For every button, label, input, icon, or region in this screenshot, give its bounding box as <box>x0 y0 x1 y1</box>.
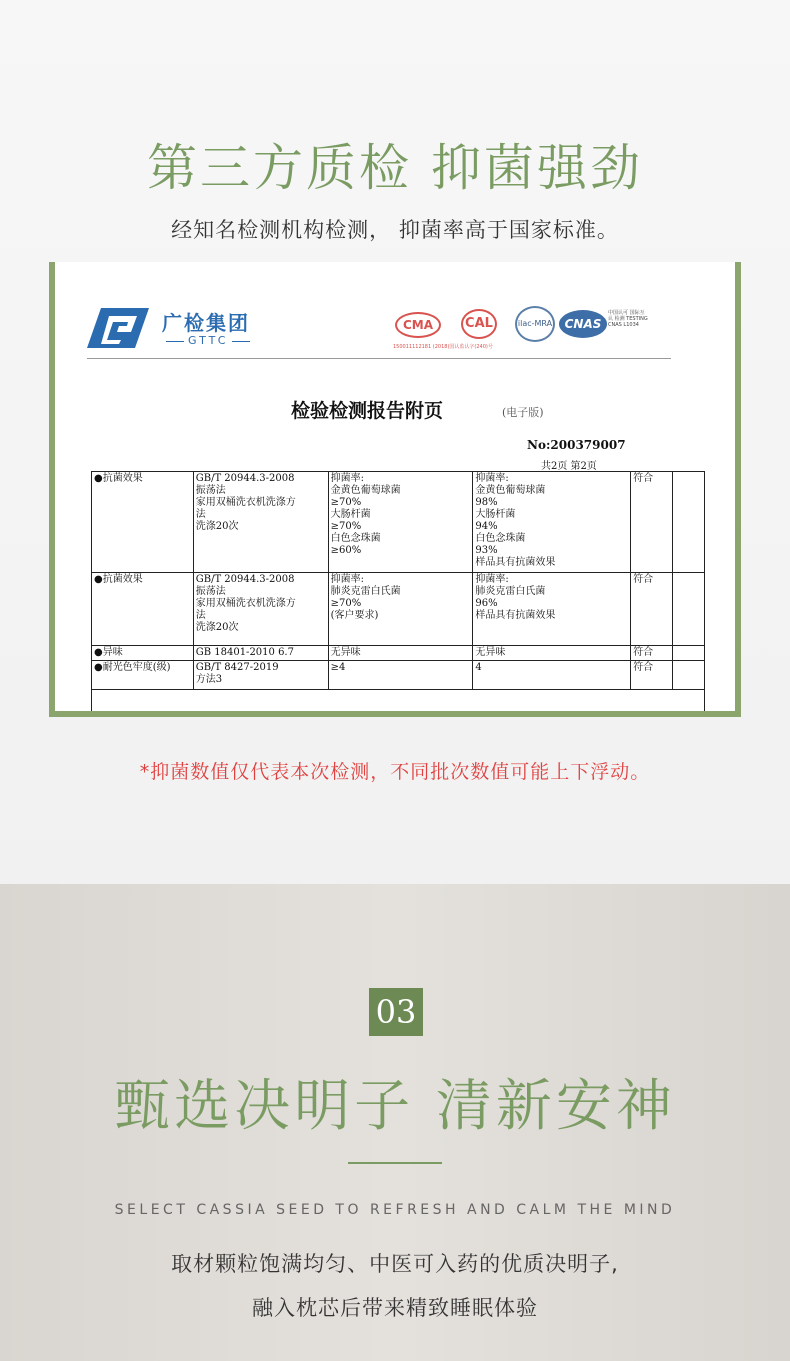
method-cell <box>193 661 328 690</box>
section-number-badge: 03 <box>369 988 423 1036</box>
remark-cell <box>673 472 705 573</box>
requirement-cell <box>328 472 473 573</box>
table-row <box>92 661 705 690</box>
item-cell: ●异味 <box>92 646 194 661</box>
org-abbr: GTTC <box>162 334 254 347</box>
disclaimer-note: *抑菌数值仅代表本次检测，不同批次数值可能上下浮动。 <box>139 761 651 783</box>
cell-line: ≥60% <box>330 545 362 556</box>
cell-line: GB/T 8427-2019 <box>195 662 279 673</box>
description-line-2: 融入枕芯后带来精致睡眠体验 <box>252 1296 538 1320</box>
verdict-cell: 符合 <box>631 661 673 690</box>
cell-line: GB 18401-2010 6.7 <box>195 647 294 658</box>
cell-line: 93% <box>475 545 498 556</box>
cell-line: ≥70% <box>330 598 362 609</box>
cell-line: GB/T 20944.3-2008 <box>195 574 295 585</box>
report-table <box>91 471 705 717</box>
cell-line: 抑菌率: <box>330 473 364 484</box>
org-name: 广检集团 <box>162 311 250 335</box>
cnas-seal: CNAS <box>559 310 607 338</box>
cell-line: 样品具有抗菌效果 <box>475 610 556 621</box>
cell-line: 法 <box>195 509 206 520</box>
result-cell <box>473 646 631 661</box>
english-subtitle: SELECT CASSIA SEED TO REFRESH AND CALM THE MIND <box>114 1202 676 1218</box>
report-document <box>55 262 735 711</box>
result-cell <box>473 573 631 646</box>
report-number: No:200379007 <box>527 438 626 452</box>
report-page: 共2页 第2页 <box>541 461 597 472</box>
cell-line: 洗涤20次 <box>195 622 239 633</box>
cma-seal: CMA <box>395 312 441 338</box>
description-line-1: 取材颗粒饱满均匀、中医可入药的优质决明子, <box>171 1252 619 1276</box>
cell-line: 洗涤20次 <box>195 521 239 532</box>
item-cell: ●耐光色牢度(级) <box>92 661 194 690</box>
result-cell <box>473 661 631 690</box>
gttc-logo-icon <box>87 306 149 350</box>
cell-line: 家用双桶洗衣机洗涤方 <box>195 497 296 508</box>
cell-line: (客户要求) <box>330 610 379 621</box>
cell-line: GB/T 20944.3-2008 <box>195 473 295 484</box>
cell-line: ≥4 <box>330 662 346 673</box>
table-row <box>92 472 705 573</box>
report-title: 检验检测报告附页 <box>291 400 444 422</box>
verdict-cell: 符合 <box>631 573 673 646</box>
method-cell <box>193 472 328 573</box>
report-frame <box>49 262 741 717</box>
verdict-cell: 符合 <box>631 646 673 661</box>
cell-line: 白色念珠菌 <box>330 533 381 544</box>
requirement-cell <box>328 573 473 646</box>
cell-line: 肺炎克雷白氏菌 <box>330 586 401 597</box>
requirement-cell <box>328 646 473 661</box>
cell-line: 抑菌率: <box>330 574 364 585</box>
cell-line: 白色念珠菌 <box>475 533 526 544</box>
cell-line: 样品具有抗菌效果 <box>475 557 556 568</box>
report-tag: (电子版) <box>502 406 544 419</box>
method-cell <box>193 646 328 661</box>
cell-line: 无异味 <box>475 647 506 658</box>
remark-cell <box>673 661 705 690</box>
result-cell <box>473 472 631 573</box>
cell-line: 肺炎克雷白氏菌 <box>475 586 546 597</box>
section-heading: 第三方质检 抑菌强劲 <box>147 139 643 197</box>
cell-line: 抑菌率: <box>475 574 509 585</box>
remark-cell <box>673 646 705 661</box>
remark-cell <box>673 573 705 646</box>
cell-line: 98% <box>475 497 498 508</box>
cell-line: 96% <box>475 598 498 609</box>
cell-line: 4 <box>475 662 482 673</box>
table-row <box>92 646 705 661</box>
ilac-mra-seal: ilac-MRA <box>515 306 555 342</box>
cell-line: 法 <box>195 610 206 621</box>
cell-line: 金黄色葡萄球菌 <box>475 485 546 496</box>
empty-cell <box>92 690 705 718</box>
cell-line: 无异味 <box>330 647 361 658</box>
requirement-cell <box>328 661 473 690</box>
section-heading: 甄选决明子 清新安神 <box>114 1074 676 1139</box>
cell-line: 金黄色葡萄球菌 <box>330 485 401 496</box>
cassia-section <box>0 884 790 1361</box>
cert-number: 150011112181 (2018)国认监认字(240)号 <box>393 344 493 350</box>
cell-line: 振荡法 <box>195 485 226 496</box>
cal-seal: CAL <box>461 309 497 339</box>
verdict-cell: 符合 <box>631 472 673 573</box>
heading-divider <box>348 1162 442 1164</box>
cell-line: 94% <box>475 521 498 532</box>
cell-line: 大肠杆菌 <box>475 509 516 520</box>
cell-line: 抑菌率: <box>475 473 509 484</box>
cell-line: ≥70% <box>330 497 362 508</box>
cell-line: 家用双桶洗衣机洗涤方 <box>195 598 296 609</box>
method-cell <box>193 573 328 646</box>
cell-line: ≥70% <box>330 521 362 532</box>
item-cell: ●抗菌效果 <box>92 573 194 646</box>
section-subtitle: 经知名检测机构检测， 抑菌率高于国家标准。 <box>171 218 619 242</box>
table-row <box>92 573 705 646</box>
cell-line: 方法3 <box>195 674 223 685</box>
header-divider <box>87 358 671 359</box>
item-cell: ●抗菌效果 <box>92 472 194 573</box>
table-row-empty <box>92 690 705 718</box>
cell-line: 振荡法 <box>195 586 226 597</box>
cell-line: 大肠杆菌 <box>330 509 371 520</box>
cnas-note: 中国认可 国际互认 检测 TESTING CNAS L1034 <box>608 310 648 328</box>
